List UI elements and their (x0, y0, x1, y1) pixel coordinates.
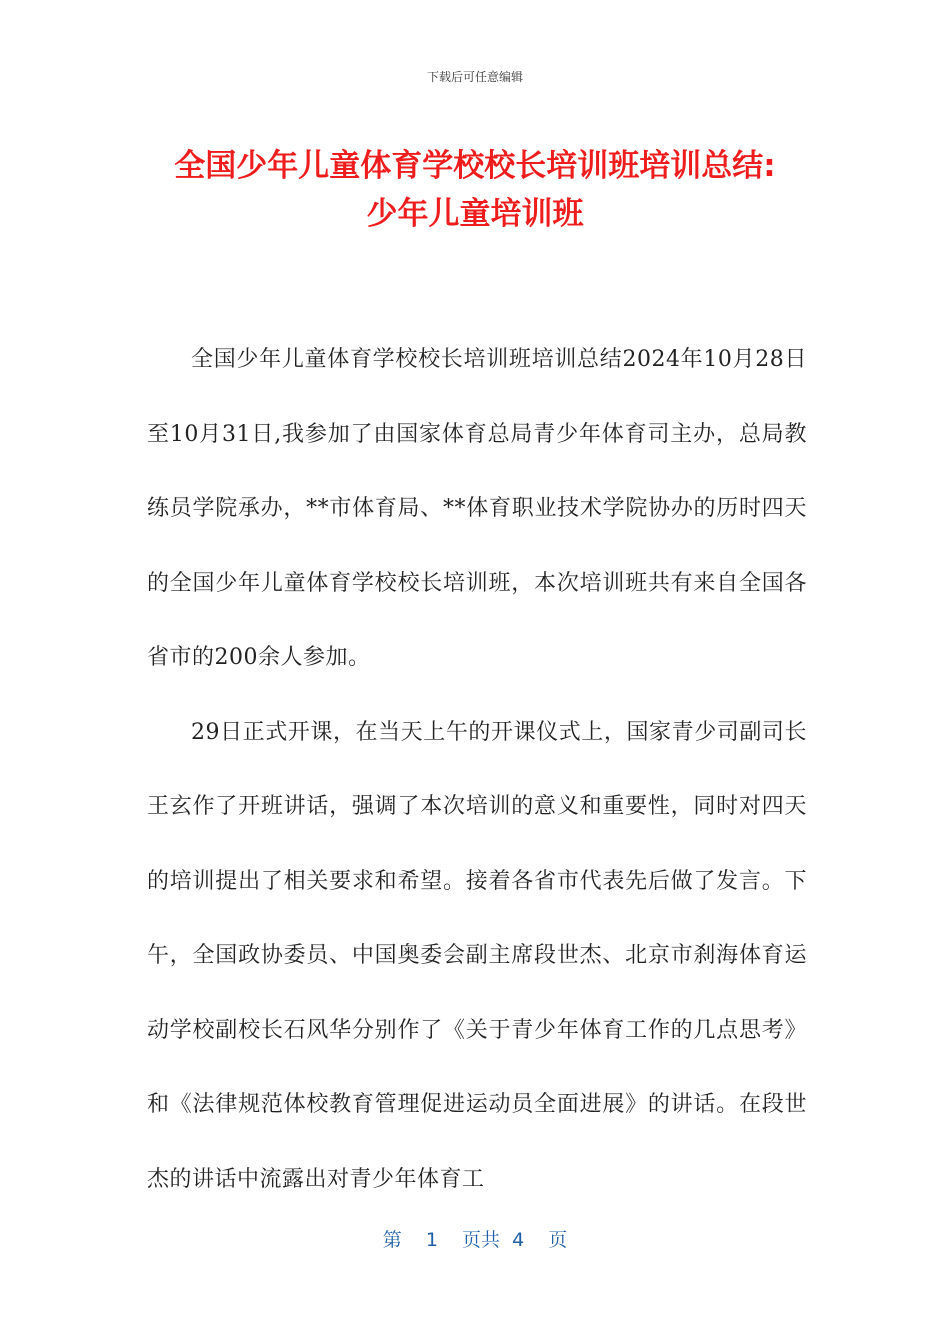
current-page-number: 1 (425, 1229, 438, 1251)
document-title (100, 142, 850, 238)
page-footer (0, 1225, 950, 1252)
header-note: 下载后可任意编辑 (426, 70, 523, 84)
page-label-suffix: 页 (548, 1229, 568, 1251)
total-pages-number: 4 (512, 1229, 525, 1251)
page-label-mid: 页共 (462, 1229, 501, 1251)
body-paragraph-1: 全国少年儿童体育学校校长培训班培训总结2024年10月28日至10月31日,我参加了由国家体育总局青少年体育司主办，总局教练员学院承办，**市体育局、**体育职业技术学院协办的历时四天的全国少年儿童体育学校校长培训班，本次培训班共有来自全国各省市的200余人参加。 (147, 347, 807, 670)
page-label-prefix: 第 (382, 1229, 402, 1251)
body-paragraph-2: 29日正式开课，在当天上午的开课仪式上，国家青少司副司长王玄作了开班讲话，强调了本次培训的意义和重要性，同时对四天的培训提出了相关要求和希望。接着各省市代表先后做了发言。下午，全国政协委员、中国奥委会副主席段世杰、北京市刹海体育运动学校副校长石风华分别作了《关于青少年体育工作的几点思考》和《法律规范体校教育管理促进运动员全面进展》的讲话。在段世杰的讲话中流露出对青少年体育工 (147, 719, 807, 1192)
document-title-line-1: 全国少年儿童体育学校校长培训班培训总结: (174, 148, 776, 184)
document-body (147, 323, 807, 1217)
document-title-line-2: 少年儿童培训班 (366, 196, 584, 232)
